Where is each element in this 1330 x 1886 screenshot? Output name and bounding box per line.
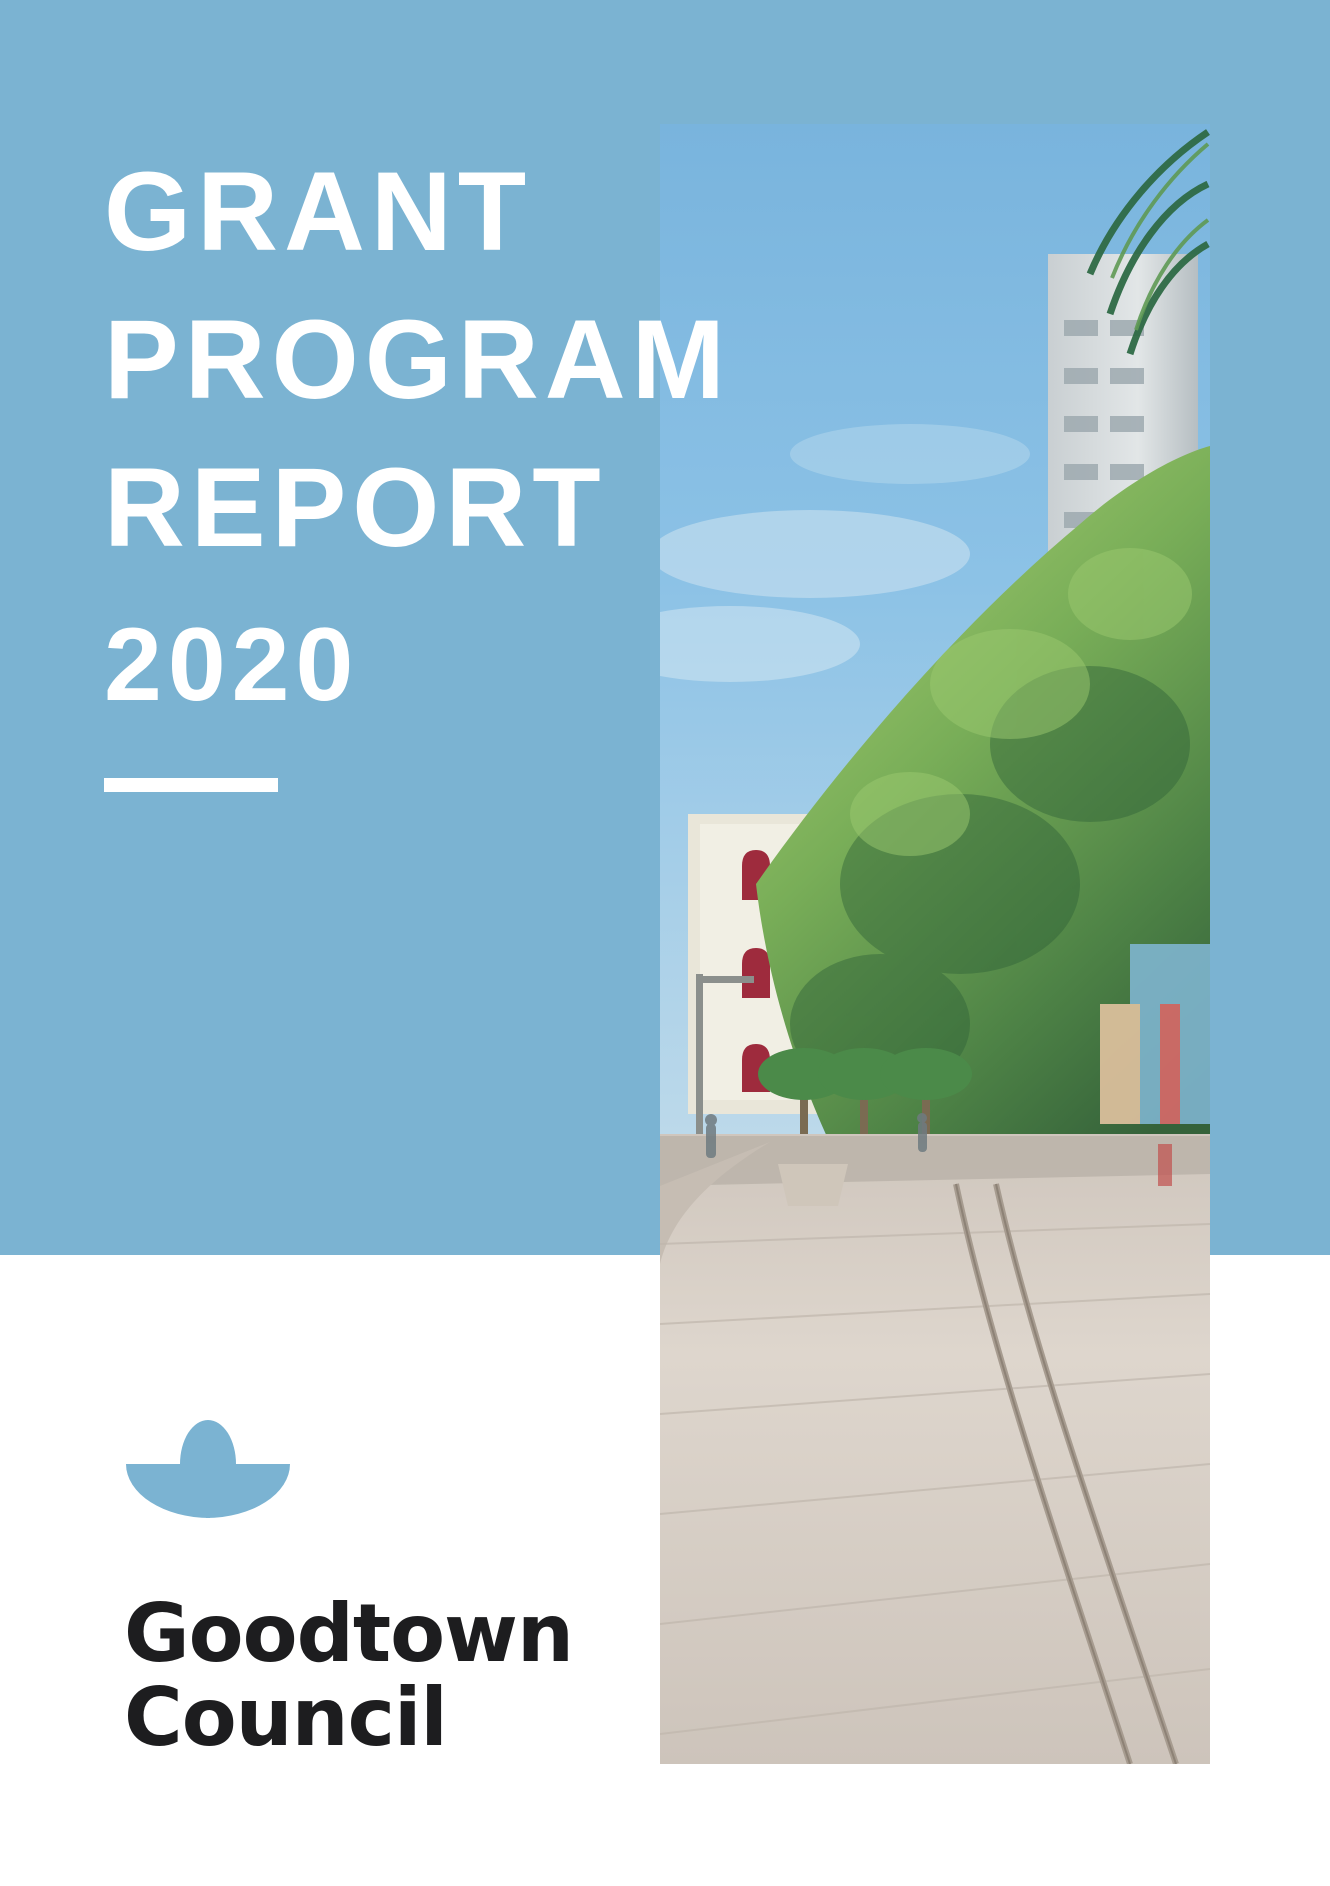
organization-name-line-2: Council [124,1671,447,1764]
title-line-3: REPORT [104,445,607,570]
cover-title-block [104,138,864,792]
organization-name-line-1: Goodtown [124,1587,573,1680]
leaf-right-shape [206,1464,290,1518]
title-divider-rule [104,778,278,792]
organization-name [124,1587,573,1764]
report-year: 2020 [104,607,360,723]
title-line-1: GRANT [104,149,533,274]
organization-logo [124,1420,573,1764]
three-leaf-plant-icon [124,1420,292,1544]
leaf-left-shape [126,1464,210,1518]
title-line-2: PROGRAM [104,297,731,422]
